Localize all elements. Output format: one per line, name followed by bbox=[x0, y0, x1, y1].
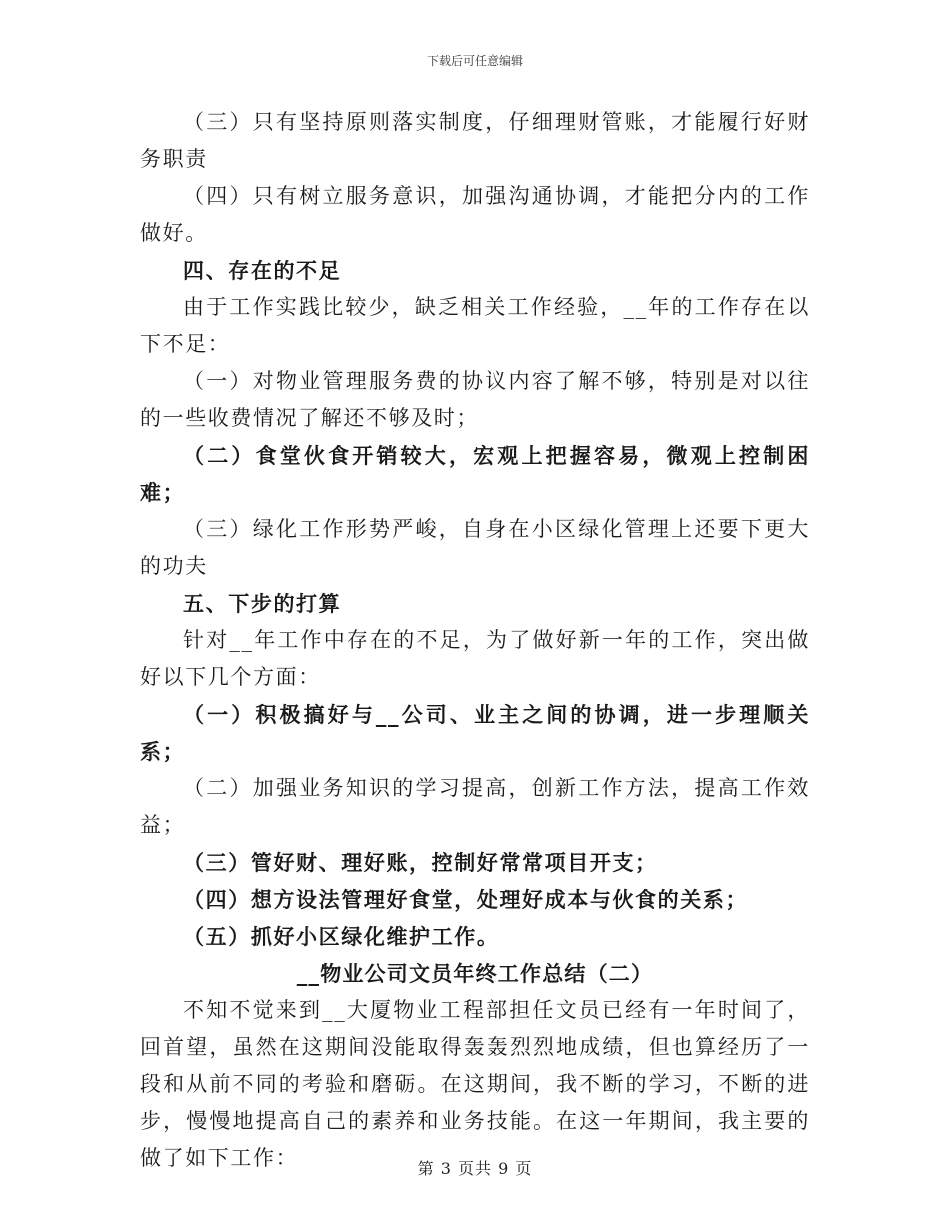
paragraph: 不知不觉来到__大厦物业工程部担任文员已经有一年时间了，回首望，虽然在这期间没能取得轰轰烈烈地成绩，但也算经历了一段和从前不同的考验和磨砺。在这期间，我不断的学习，不断的进步，慢慢地提高自己的素养和业务技能。在这一年期间，我主要的做了如下工作： bbox=[140, 998, 810, 1170]
paragraph-bold: （二）食堂伙食开销较大，宏观上把握容易，微观上控制困难； bbox=[140, 443, 810, 505]
document-body bbox=[140, 104, 810, 1177]
paragraph-bold: （五）抓好小区绿化维护工作。 bbox=[183, 924, 500, 949]
page-number: 第 3 页共 9 页 bbox=[417, 1159, 533, 1178]
paragraph: （二）加强业务知识的学习提高，创新工作方法，提高工作效益； bbox=[140, 776, 810, 837]
section-heading: 四、存在的不足 bbox=[183, 258, 342, 283]
section-heading: 五、下步的打算 bbox=[183, 591, 342, 616]
header-note: 下载后可任意编辑 bbox=[426, 54, 523, 68]
paragraph-bold: （四）想方设法管理好食堂，处理好成本与伙食的关系； bbox=[183, 887, 749, 912]
paragraph-bold: （一）积极搞好与__公司、业主之间的协调，进一步理顺关系； bbox=[140, 702, 810, 764]
paragraph: （三）绿化工作形势严峻，自身在小区绿化管理上还要下更大的功夫 bbox=[140, 517, 810, 578]
paragraph-bold: （三）管好财、理好账，控制好常常项目开支； bbox=[183, 850, 658, 875]
paragraph: （一）对物业管理服务费的协议内容了解不够，特别是对以往的一些收费情况了解还不够及时； bbox=[140, 369, 810, 430]
paragraph: （三）只有坚持原则落实制度，仔细理财管账，才能履行好财务职责 bbox=[140, 110, 810, 171]
document-title: __物业公司文员年终工作总结（二） bbox=[296, 961, 654, 986]
paragraph: 针对__年工作中存在的不足，为了做好新一年的工作，突出做好以下几个方面： bbox=[140, 628, 810, 689]
paragraph: （四）只有树立服务意识，加强沟通协调，才能把分内的工作做好。 bbox=[140, 184, 810, 245]
paragraph: 由于工作实践比较少，缺乏相关工作经验，__年的工作存在以下不足： bbox=[140, 295, 810, 356]
